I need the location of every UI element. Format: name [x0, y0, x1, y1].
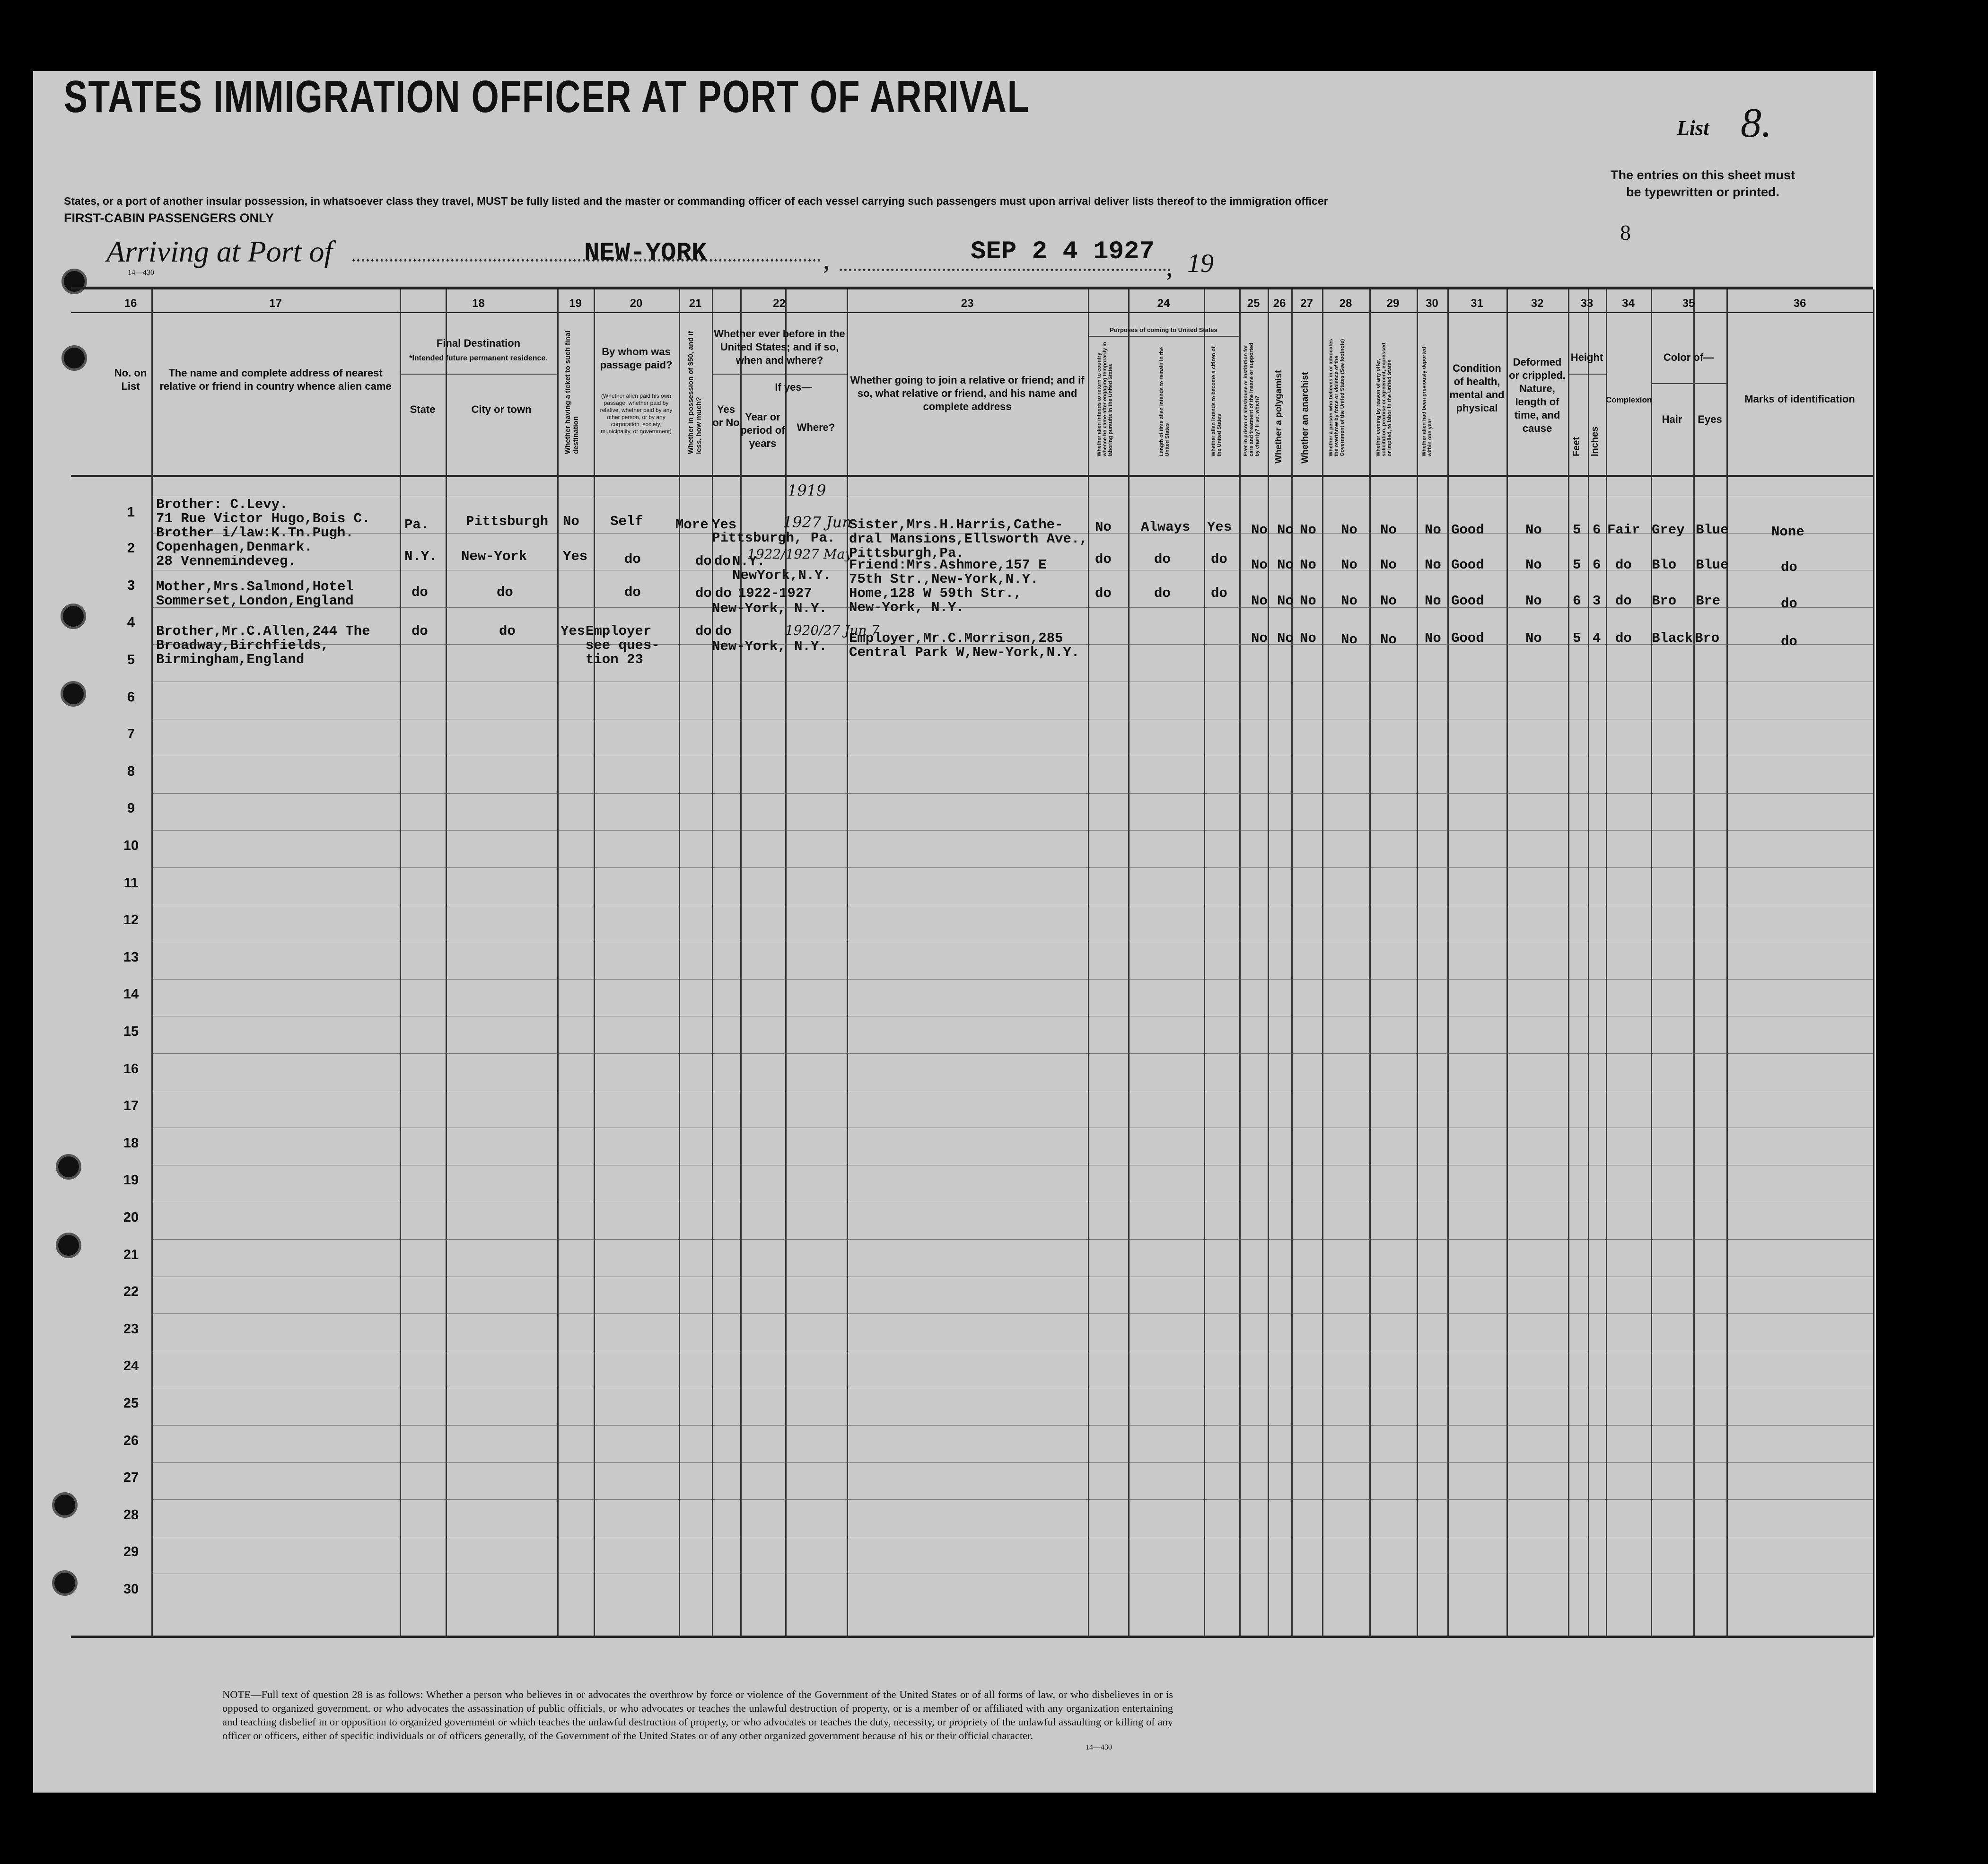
entry-relative: Mother,Mrs.Salmond,Hotel Sommerset,London,England [156, 579, 354, 609]
row-number: 8 [127, 764, 135, 779]
row-number: 27 [123, 1470, 139, 1485]
entry-col28: No [1341, 557, 1357, 573]
entry-state: do [412, 623, 428, 639]
row-number: 14 [123, 987, 139, 1002]
col-number: 36 [1793, 297, 1806, 310]
entry-col29: No [1380, 593, 1397, 609]
header-if-yes: If yes— [775, 381, 812, 393]
row-number: 20 [123, 1210, 139, 1225]
row-number: 11 [123, 875, 139, 891]
comma: , [823, 244, 830, 275]
entry-col27: No [1300, 557, 1316, 573]
entry-marks: None [1771, 524, 1804, 540]
manifest-sheet [33, 71, 1876, 1793]
entry-money: do [695, 586, 712, 601]
header-money: Whether in possession of $50, and if less, how much? [687, 331, 703, 454]
row-number: 10 [123, 838, 139, 853]
comma: , [1166, 251, 1173, 282]
entry-deformed: No [1525, 522, 1542, 538]
entry-col28: No [1341, 593, 1357, 609]
entry-before: do [715, 586, 732, 601]
column-number-rule [71, 312, 1873, 313]
header-passage-note: (Whether alien paid his own passage, whether paid by relative, whether paid by any other person, or by any corporation, society, municipality, or government) [600, 393, 673, 435]
entry-eyes: Bre [1696, 593, 1721, 609]
col-rule [1447, 289, 1449, 1637]
entry-col25: No [1251, 593, 1268, 609]
row-number: 22 [123, 1284, 139, 1299]
col-number: 16 [124, 297, 137, 310]
header-passage: By whom was passage paid? [600, 346, 673, 371]
col-rule [1606, 289, 1607, 1637]
header-deformed: Deformed or crippled. Nature, length of time, and cause [1509, 356, 1566, 434]
header-labor-offer: Whether coming by reason of any offer, solicitation, promise or agreement, expressed or implied, to labor in the United States [1375, 342, 1392, 456]
subheader-rule [1568, 374, 1606, 375]
col-rule [1417, 289, 1418, 1637]
entry-where: N.Y. NewYork,N.Y. [732, 553, 831, 583]
col-rule [1204, 289, 1205, 1637]
row-number: 23 [123, 1321, 139, 1337]
header-bottom-rule [71, 475, 1873, 477]
entry-purpose-return: do [1095, 551, 1112, 567]
punch-hole [61, 269, 87, 294]
entry-state: do [412, 585, 428, 600]
entry-where: Pittsburgh, Pa. [712, 530, 836, 546]
page-title: STATES IMMIGRATION OFFICER AT PORT OF ARRIVAL [64, 71, 1030, 122]
header-height: Height [1570, 351, 1603, 363]
entry-relative: Brother: C.Levy. 71 Rue Victor Hugo,Bois C. Brother i/law:K.Tn.Pugh. Copenhagen,Denmark. 28 Vennemindeveg. [156, 497, 370, 569]
handwritten-note: 1920/27 Jun 7 [785, 622, 880, 638]
header-year-period: Year or period of years [740, 411, 785, 449]
col-rule [1239, 289, 1241, 1637]
entry-col28: No [1341, 632, 1357, 648]
table-top-rule [71, 287, 1873, 289]
header-purpose: Purposes of coming to United States [1110, 326, 1217, 333]
entry-health: Good [1451, 557, 1484, 573]
entry-purpose-citizen: Yes [1207, 519, 1232, 535]
col-rule [557, 289, 559, 1637]
row-rule [151, 1239, 1873, 1240]
first-cabin-label: FIRST-CABIN PASSENGERS ONLY [64, 211, 274, 225]
row-rule [151, 830, 1873, 831]
col-rule [1506, 289, 1508, 1637]
entry-col27: No [1300, 630, 1316, 646]
entry-complexion: do [1615, 557, 1632, 573]
header-overthrow: Whether a person who believes in or advocates the overthrow by force or violence of the Government of the United States (See footnote) [1328, 339, 1345, 456]
col-number: 34 [1622, 297, 1635, 310]
row-number: 19 [123, 1173, 139, 1188]
entry-passage: Self [610, 514, 643, 529]
col-rule [1088, 289, 1089, 1637]
subheader-rule [400, 374, 557, 375]
col-number: 30 [1426, 297, 1438, 310]
col-number: 25 [1247, 297, 1260, 310]
row-number: 26 [123, 1433, 139, 1448]
header-hair: Hair [1662, 413, 1682, 425]
port-value: NEW-YORK [584, 239, 707, 268]
entry-hair: Blo [1652, 557, 1677, 573]
header-state: State [410, 403, 436, 415]
row-number: 9 [127, 801, 135, 816]
header-yes-no: Yes or No [712, 403, 740, 429]
date-dotted-line [840, 269, 1171, 271]
entry-eyes: Blue [1696, 557, 1729, 573]
col-rule [679, 289, 680, 1637]
entry-before: Yes [712, 517, 737, 533]
header-anarchist: Whether an anarchist [1300, 372, 1310, 464]
entry-feet: 6 [1573, 593, 1581, 609]
entry-passage: do [624, 585, 641, 600]
row-number: 28 [123, 1507, 139, 1523]
col-rule [1369, 289, 1371, 1637]
col-rule [1128, 289, 1130, 1637]
entry-deformed: No [1525, 593, 1542, 609]
footnote-form-number: 14—430 [1086, 1743, 1112, 1751]
header-purpose-return: Whether alien intends to return to country whence he came after engaging temporarily in laboring pursuits in the United States [1096, 341, 1113, 456]
punch-hole [61, 345, 87, 371]
entry-city: New-York [461, 549, 527, 564]
entry-city: do [499, 623, 516, 639]
entry-city: do [497, 585, 513, 600]
entry-col29: No [1380, 632, 1397, 648]
col-rule [847, 289, 848, 1637]
entry-passage: Employer see ques- tion 23 [586, 623, 660, 667]
entry-marks: do [1781, 634, 1797, 649]
col-number: 23 [961, 297, 974, 310]
entry-col25: No [1251, 557, 1268, 573]
col-rule [785, 289, 787, 1637]
row-number: 6 [127, 690, 135, 705]
col-rule [1588, 289, 1589, 1637]
year-prefix: 19 [1187, 249, 1214, 278]
row-number: 30 [123, 1582, 139, 1597]
entry-deformed: No [1525, 630, 1542, 646]
entry-money: More [675, 517, 709, 533]
entry-inches: 3 [1593, 593, 1601, 609]
header-purpose-citizen: Whether alien intends to become a citizen of the United States [1211, 346, 1222, 456]
entry-deformed: No [1525, 557, 1542, 573]
header-eyes: Eyes [1698, 413, 1722, 425]
handwritten-note: 1919 [788, 481, 826, 499]
row-number: 13 [123, 950, 139, 965]
handwritten-note: 1922/1927 May [747, 546, 853, 562]
row-number: 21 [123, 1247, 139, 1262]
row-number: 15 [123, 1024, 139, 1039]
sheet-number: 8 [1620, 220, 1631, 245]
arrival-date-stamp: SEP 2 4 1927 [971, 237, 1155, 266]
punch-hole [61, 604, 86, 629]
col-number: 19 [569, 297, 582, 310]
entry-purpose-length: Always [1141, 519, 1191, 535]
col-rule [594, 289, 595, 1637]
entry-col26: No [1277, 557, 1294, 573]
entry-joining: Home,128 W 59th Str., New-York, N.Y. [849, 586, 1022, 615]
col-number: 18 [472, 297, 485, 310]
col-rule [1322, 289, 1323, 1637]
entry-ticket: Yes [560, 623, 586, 639]
list-label: List [1677, 116, 1709, 140]
col-rule [712, 289, 713, 1637]
row-number: 29 [123, 1544, 139, 1559]
header-feet: Feet [1571, 437, 1582, 456]
entry-col26: No [1277, 522, 1294, 538]
entry-col29: No [1380, 557, 1397, 573]
entry-feet: 5 [1573, 522, 1581, 538]
header-ticket: Whether having a ticket to such final destination [564, 331, 580, 454]
header-joining: Whether going to join a relative or friend; and if so, what relative or friend, and his name and complete address [850, 374, 1085, 412]
entry-purpose-return: No [1095, 519, 1112, 535]
entry-col26: No [1277, 593, 1294, 609]
header-deported: Whether alien had been previously deported within one year [1421, 347, 1433, 456]
entry-feet: 5 [1573, 557, 1581, 573]
subheader-rule [1088, 336, 1239, 337]
table-bottom-rule [71, 1636, 1873, 1638]
row-rule [151, 1499, 1873, 1500]
entry-col27: No [1300, 522, 1316, 538]
entry-eyes: Blue [1696, 522, 1729, 538]
row-number: 17 [123, 1098, 139, 1113]
entry-money: do [695, 553, 712, 569]
row-number: 12 [123, 912, 139, 928]
col-number: 28 [1339, 297, 1352, 310]
header-prison: Ever in prison or almshouse or institution for care and treatment of the insane or supported by charity? If so, which? [1243, 342, 1260, 456]
col-number: 21 [689, 297, 702, 310]
col-number: 24 [1157, 297, 1170, 310]
entry-complexion: Fair [1607, 522, 1640, 538]
entry-joining: Sister,Mrs.H.Harris,Cathe- dral Mansions,Ellsworth Ave., Pittsburgh,Pa. [849, 517, 1088, 561]
col-number: 33 [1580, 297, 1594, 310]
entry-eyes: Bro [1695, 630, 1720, 646]
entry-hair: Bro [1652, 593, 1677, 609]
entry-before: do [715, 623, 732, 639]
punch-hole [56, 1154, 81, 1180]
entry-purpose-citizen: do [1211, 551, 1227, 567]
col-number: 20 [630, 297, 643, 310]
row-rule [151, 1425, 1873, 1426]
entry-money: do [695, 623, 712, 639]
list-value: 8. [1741, 100, 1772, 146]
entry-purpose-length: do [1154, 551, 1171, 567]
header-purpose-length: Length of time alien intends to remain in the United States [1159, 347, 1170, 456]
header-inches: Inches [1590, 426, 1600, 456]
header-city: City or town [471, 403, 532, 415]
arriving-label: Arriving at Port of [106, 235, 333, 268]
row-rule [151, 1313, 1873, 1314]
col-rule [446, 289, 447, 1637]
subheader-rule [712, 374, 847, 375]
entry-complexion: do [1615, 630, 1632, 646]
col-rule [1726, 289, 1728, 1637]
entry-purpose-citizen: do [1211, 586, 1227, 601]
row-number: 16 [123, 1061, 139, 1076]
header-complexion: Complexion [1606, 395, 1652, 404]
header-final-destination: Final Destination [436, 337, 521, 349]
row-rule [151, 1053, 1873, 1054]
entry-health: Good [1451, 593, 1484, 609]
row-number: 4 [127, 615, 135, 630]
header-where: Where? [797, 421, 835, 433]
entry-before: do [714, 553, 731, 569]
entry-inches: 6 [1593, 557, 1601, 573]
header-before-us: Whether ever before in the United States; and if so, when and where? [714, 328, 845, 366]
col-rule [1873, 289, 1874, 1637]
row-number: 2 [127, 541, 135, 556]
entries-note: The entries on this sheet must be typewritten or printed. [1610, 168, 1795, 199]
row-rule [151, 793, 1873, 794]
entry-where: New-York, N.Y. [712, 601, 827, 616]
col-rule [740, 289, 742, 1637]
row-rule [151, 979, 1873, 980]
row-number: 1 [127, 505, 135, 520]
header-marks: Marks of identification [1744, 393, 1855, 405]
entry-inches: 4 [1593, 630, 1601, 646]
entry-years: 1922-1927 [738, 586, 812, 601]
entry-hair: Black [1652, 630, 1693, 646]
row-number: 18 [123, 1136, 139, 1151]
entry-city: Pittsburgh [466, 514, 549, 529]
row-number: 24 [123, 1358, 139, 1374]
entry-passage: do [624, 551, 641, 567]
entry-marks: do [1781, 596, 1797, 612]
col-number: 27 [1300, 297, 1313, 310]
row-number: 7 [127, 726, 135, 742]
col-rule [1568, 289, 1569, 1637]
header-condition: Condition of health, mental and physical [1449, 362, 1505, 414]
entry-purpose-return: do [1095, 586, 1112, 601]
row-rule [151, 1462, 1873, 1463]
header-final-destination-note: *Intended future permanent residence. [409, 354, 548, 362]
punch-hole [52, 1570, 78, 1596]
entry-col30: No [1425, 522, 1441, 538]
entry-col27: No [1300, 593, 1316, 609]
header-color-of: Color of— [1663, 351, 1714, 363]
col-rule [400, 289, 401, 1637]
col-number: 35 [1682, 297, 1695, 310]
col-number: 31 [1471, 297, 1483, 310]
entry-health: Good [1451, 630, 1484, 646]
punch-hole [52, 1492, 78, 1518]
entry-col28: No [1341, 522, 1357, 538]
header-polygamist: Whether a polygamist [1274, 370, 1284, 464]
entry-joining: Employer,Mr.C.Morrison,285 Central Park W,New-York,N.Y. [849, 630, 1080, 660]
entry-state: Pa. [404, 517, 429, 533]
handwritten-note: 1927 Jun [783, 513, 852, 531]
entry-where: New-York, N.Y. [712, 639, 827, 654]
entry-feet: 5 [1573, 630, 1581, 646]
entry-inches: 6 [1593, 522, 1601, 538]
col-number: 22 [773, 297, 786, 310]
entry-marks: do [1781, 560, 1797, 575]
entry-complexion: do [1615, 593, 1632, 609]
punch-hole [56, 1233, 81, 1258]
entry-col29: No [1380, 522, 1397, 538]
header-relative: The name and complete address of nearest relative or friend in country whence alien came [159, 367, 392, 392]
subtitle: States, or a port of another insular possession, in whatsoever class they travel, MUST be fully listed and the master or commanding officer of each vessel carrying such passengers must upon arrival deliver lists thereof to the immigration officer [64, 195, 1328, 207]
header-no-on-list: No. on List [114, 367, 147, 392]
row-number: 5 [127, 652, 135, 667]
col-number: 32 [1531, 297, 1544, 310]
col-rule [1268, 289, 1269, 1637]
entry-ticket: No [563, 514, 579, 529]
entry-col30: No [1425, 593, 1441, 609]
col-number: 26 [1273, 297, 1286, 310]
entry-health: Good [1451, 522, 1484, 538]
entry-state: N.Y. [404, 549, 438, 564]
entry-col30: No [1425, 630, 1441, 646]
entry-ticket: Yes [563, 549, 588, 564]
col-rule [1693, 289, 1695, 1637]
row-number: 3 [127, 578, 135, 593]
row-number: 25 [123, 1396, 139, 1411]
punch-hole [61, 681, 86, 707]
entry-col30: No [1425, 557, 1441, 573]
col-number: 29 [1386, 297, 1400, 310]
col-rule [1291, 289, 1293, 1637]
row-rule [151, 867, 1873, 868]
entry-relative: Brother,Mr.C.Allen,244 The Broadway,Birchfields, Birmingham,England [156, 623, 370, 667]
form-number: 14—430 [128, 269, 154, 277]
entry-hair: Grey [1652, 522, 1685, 538]
entry-joining: Friend:Mrs.Ashmore,157 E 75th Str.,New-York,N.Y. [849, 557, 1047, 587]
subheader-rule [1651, 383, 1726, 384]
footnote: NOTE—Full text of question 28 is as follows: Whether a person who believes in or advocates the overthrow by force or violence of the Government of the United States or of all forms of law, or who disbelieves in or is opposed to organized government, or who advocates the assassination of public officials, or who advocates or teaches the unlawful destruction of property, or is a member of or affiliated with any organization entertaining and teaching disbelief in or opposition to organized government or which teaches the unlawful destruction of property, or who advocates or teaches the duty, necessity, or propriety of the unlawful assaulting or killing of any officer or officers, either of specific individuals or of officers generally, of the Government of the United States or of any other organized government because of his or their official character. [222, 1689, 1173, 1741]
entry-col25: No [1251, 630, 1268, 646]
entry-col26: No [1277, 630, 1294, 646]
col-number: 17 [269, 297, 282, 310]
entry-purpose-length: do [1154, 586, 1171, 601]
entry-col25: No [1251, 522, 1268, 538]
col-rule [1651, 289, 1652, 1637]
